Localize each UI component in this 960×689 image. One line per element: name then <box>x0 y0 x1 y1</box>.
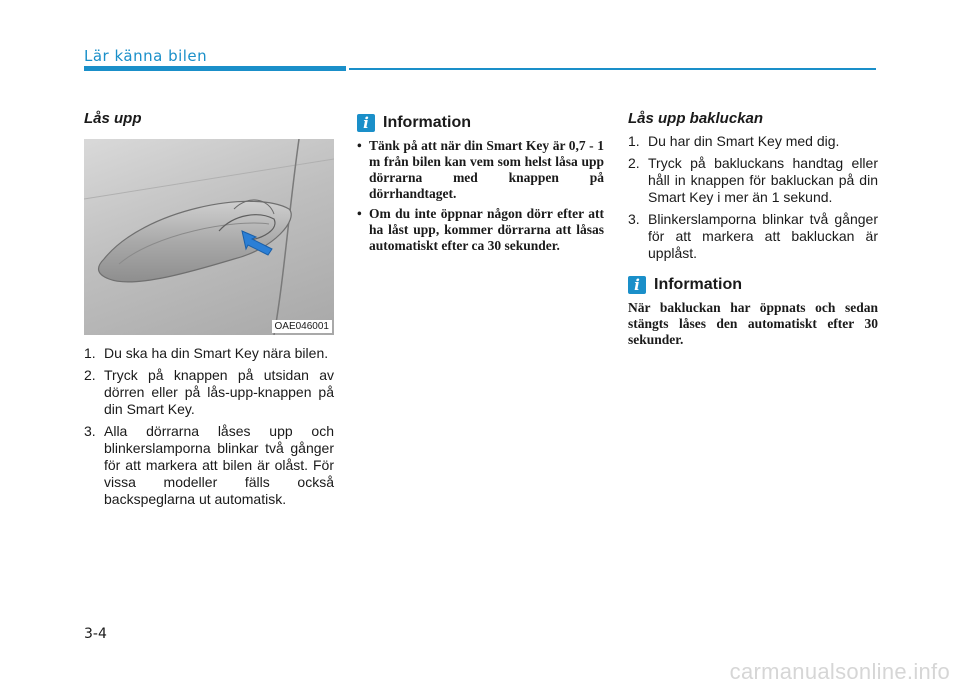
tailgate-info <box>628 276 878 348</box>
unlock-tailgate-title: Lås upp bakluckan <box>628 110 764 127</box>
door-handle-illustration <box>84 139 334 335</box>
door-handle-figure <box>84 139 334 335</box>
info-title: Information <box>654 276 742 293</box>
watermark: carmanualsonline.info <box>729 659 950 684</box>
list-item: • Tänk på att när din Smart Key är 0,7 - 1 m från bilen kan vem som helst låsa upp dörrarna med knappen på dörrhandtaget. <box>357 138 604 201</box>
info-header <box>357 114 604 132</box>
info-icon: i <box>357 114 375 132</box>
info-bullets <box>357 138 604 254</box>
list-item: 1. Du har din Smart Key med dig. <box>628 133 840 149</box>
info-header <box>628 276 878 294</box>
section-header-title: Lär känna bilen <box>84 47 208 65</box>
info-text: När bakluckan har öppnats och sedan stängts låses den automatiskt efter 30 sekunder. <box>628 300 878 347</box>
list-item: 2. Tryck på bakluckans handtag eller håll in knappen för bakluckan på din Smart Key i mer än 1 sekund. <box>628 155 878 205</box>
list-item: 1. Du ska ha din Smart Key nära bilen. <box>84 345 329 361</box>
unlock-steps <box>84 345 334 508</box>
middle-column <box>357 114 604 258</box>
left-column <box>84 110 334 513</box>
list-item: 2. Tryck på knappen på utsidan av dörren eller på lås-upp-knappen på din Smart Key. <box>84 367 334 417</box>
list-item: • Om du inte öppnar någon dörr efter att ha låst upp, kommer dörrarna att låsas automatiskt efter ca 30 sekunder. <box>357 206 604 253</box>
header-rule-thick <box>84 66 346 71</box>
list-item: 3. Alla dörrarna låses upp och blinkerslamporna blinkar två gånger för att markera att bilen är olåst. För vissa modeller fälls också backspeglarna ut automatisk. <box>84 423 334 507</box>
info-icon: i <box>628 276 646 294</box>
info-title: Information <box>383 114 471 131</box>
tailgate-steps <box>628 133 878 262</box>
right-column <box>628 110 878 348</box>
unlock-title: Lås upp <box>84 110 142 127</box>
header-rule-thin <box>349 68 876 70</box>
figure-caption: OAE046001 <box>272 320 333 333</box>
page-number: 3-4 <box>84 626 107 642</box>
list-item: 3. Blinkerslamporna blinkar två gånger för att markera att bakluckan är upplåst. <box>628 211 878 261</box>
